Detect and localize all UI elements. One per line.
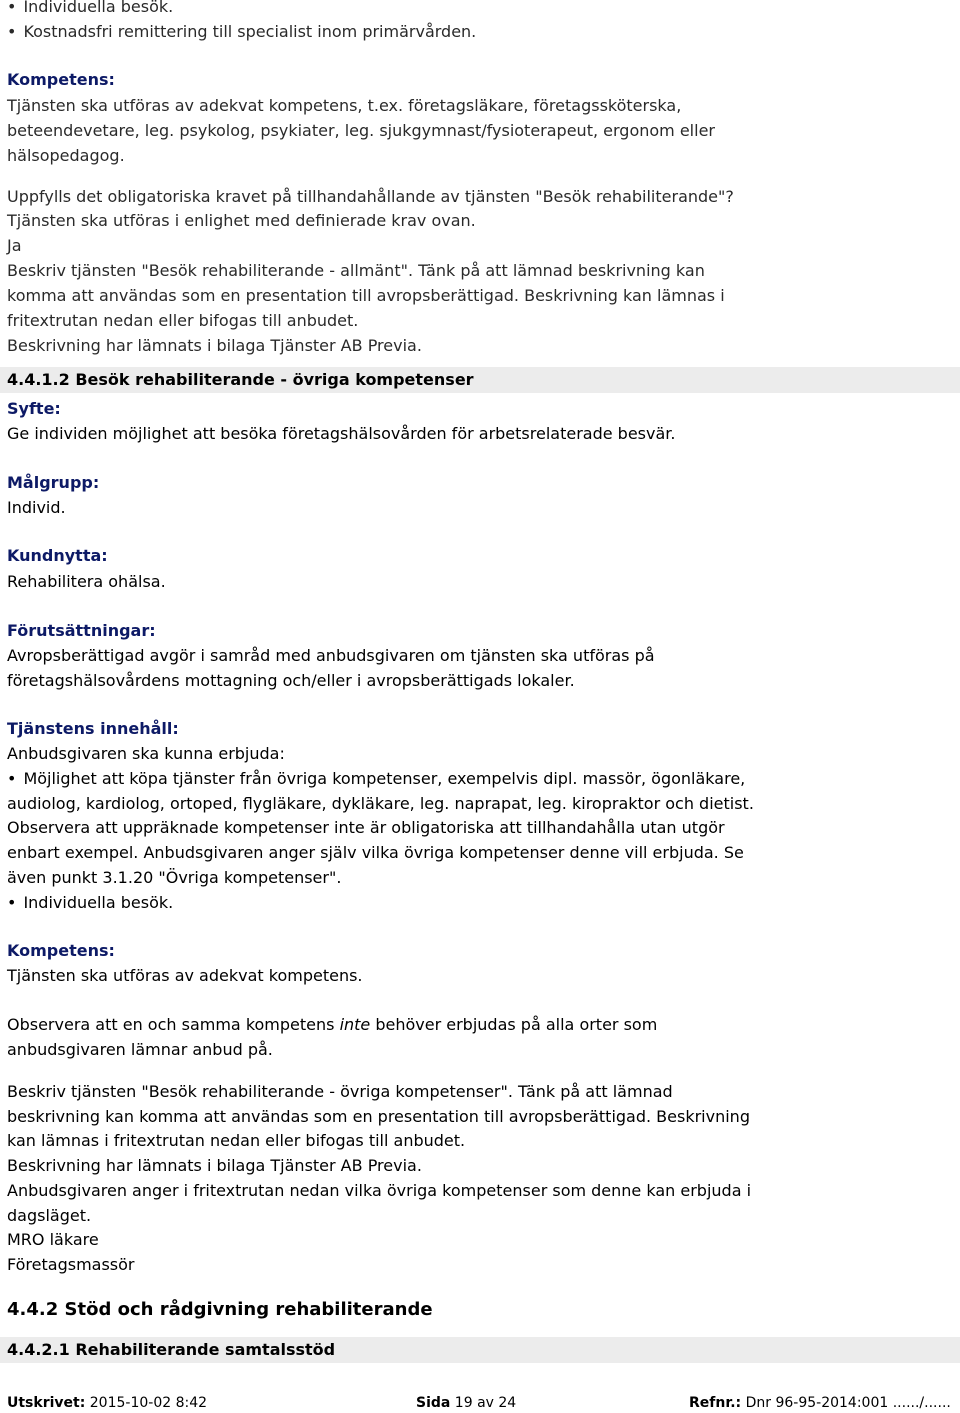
description-prompt: kan lämnas i fritextrutan nedan eller bifogas till anbudet. xyxy=(7,1131,466,1150)
observe-text: behöver erbjudas på alla orter som xyxy=(370,1015,658,1034)
page-value: 19 av 24 xyxy=(450,1395,517,1411)
freetext-answer: MRO läkare xyxy=(7,1230,99,1249)
kompetens-label: Kompetens: xyxy=(7,70,115,89)
ref-value: Dnr 96-95-2014:001 ....../...... xyxy=(741,1395,951,1411)
freetext-answer: Företagsmassör xyxy=(7,1255,135,1274)
requirement-question: Tjänsten ska utföras i enlighet med definierade krav ovan. xyxy=(7,211,476,230)
list-item xyxy=(7,890,173,915)
forutsattningar-line: Avropsberättigad avgör i samråd med anbudsgivaren om tjänsten ska utföras på xyxy=(7,646,655,665)
observe-note-line: anbudsgivaren lämnar anbud på. xyxy=(7,1040,273,1059)
list-item-continuation: enbart exempel. Anbudsgivaren anger själv vilka övriga kompetenser denne vill erbjuda. Se xyxy=(7,843,744,862)
list-item-text: Individuella besök. xyxy=(23,0,174,16)
description-prompt: beskrivning kan komma att användas som en presentation till avropsberättigad. Beskrivning xyxy=(7,1107,750,1126)
page-number xyxy=(416,1393,516,1413)
syfte-text: Ge individen möjlighet att besöka företagshälsovården för arbetsrelaterade besvär. xyxy=(7,424,676,443)
list-item xyxy=(7,766,745,791)
freetext-prompt: Anbudsgivaren anger i fritextrutan nedan vilka övriga kompetenser som denne kan erbjuda i xyxy=(7,1181,752,1200)
description-prompt: Beskriv tjänsten "Besök rehabiliterande - övriga kompetenser". Tänk på att lämnad xyxy=(7,1082,673,1101)
observe-emphasis: inte xyxy=(339,1015,371,1034)
requirement-answer: Ja xyxy=(7,236,22,255)
kompetens-line: hälsopedagog. xyxy=(7,146,125,165)
section-heading: 4.4.2 Stöd och rådgivning rehabiliterande xyxy=(7,1299,433,1320)
attachment-note: Beskrivning har lämnats i bilaga Tjänster AB Previa. xyxy=(7,336,422,355)
description-prompt: komma att användas som en presentation till avropsberättigad. Beskrivning kan lämnas i xyxy=(7,286,725,305)
printed-date xyxy=(7,1393,207,1413)
kompetens-text: Tjänsten ska utföras av adekvat kompetens. xyxy=(7,966,363,985)
kundnytta-text: Rehabilitera ohälsa. xyxy=(7,572,166,591)
forutsattningar-label: Förutsättningar: xyxy=(7,621,156,640)
innehall-intro: Anbudsgivaren ska kunna erbjuda: xyxy=(7,744,285,763)
list-item xyxy=(7,0,173,19)
attachment-note: Beskrivning har lämnats i bilaga Tjänster AB Previa. xyxy=(7,1156,422,1175)
kompetens-line: Tjänsten ska utföras av adekvat kompetens, t.ex. företagsläkare, företagssköterska, xyxy=(7,96,682,115)
list-item-text: Individuella besök. xyxy=(23,893,174,912)
description-prompt: fritextrutan nedan eller bifogas till anbudet. xyxy=(7,311,359,330)
list-item-text: Kostnadsfri remittering till specialist inom primärvården. xyxy=(23,22,477,41)
freetext-prompt: dagsläget. xyxy=(7,1206,92,1225)
forutsattningar-line: företagshälsovårdens mottagning och/eller i avropsberättigads lokaler. xyxy=(7,671,575,690)
page-label: Sida xyxy=(416,1395,451,1411)
description-prompt: Beskriv tjänsten "Besök rehabiliterande - allmänt". Tänk på att lämnad beskrivning kan xyxy=(7,261,705,280)
malgrupp-text: Individ. xyxy=(7,498,66,517)
innehall-label: Tjänstens innehåll: xyxy=(7,719,179,738)
observe-text: Observera att en och samma kompetens xyxy=(7,1015,340,1034)
section-heading: 4.4.1.2 Besök rehabiliterande - övriga kompetenser xyxy=(7,370,474,389)
printed-label: Utskrivet: xyxy=(7,1395,86,1411)
section-heading: 4.4.2.1 Rehabiliterande samtalsstöd xyxy=(7,1340,336,1359)
list-item-text: Möjlighet att köpa tjänster från övriga kompetenser, exempelvis dipl. massör, ögonläkare, xyxy=(23,769,746,788)
kompetens-line: beteendevetare, leg. psykolog, psykiater, leg. sjukgymnast/fysioterapeut, ergonom eller xyxy=(7,121,715,140)
printed-value: 2015-10-02 8:42 xyxy=(85,1395,208,1411)
list-item-continuation: audiolog, kardiolog, ortoped, flygläkare, dykläkare, leg. naprapat, leg. kiropraktor och dietist. xyxy=(7,794,754,813)
list-item-continuation: Observera att uppräknade kompetenser inte är obligatoriska att tillhandahålla utan utgör xyxy=(7,818,725,837)
kundnytta-label: Kundnytta: xyxy=(7,546,108,565)
requirement-question: Uppfylls det obligatoriska kravet på tillhandahållande av tjänsten "Besök rehabiliterande"? xyxy=(7,187,734,206)
ref-label: Refnr.: xyxy=(689,1395,742,1411)
reference-number xyxy=(689,1393,951,1413)
list-item xyxy=(7,19,476,44)
syfte-label: Syfte: xyxy=(7,399,61,418)
list-item-continuation: även punkt 3.1.20 "Övriga kompetenser". xyxy=(7,868,342,887)
malgrupp-label: Målgrupp: xyxy=(7,473,100,492)
kompetens-label: Kompetens: xyxy=(7,941,115,960)
observe-note xyxy=(7,1012,657,1037)
